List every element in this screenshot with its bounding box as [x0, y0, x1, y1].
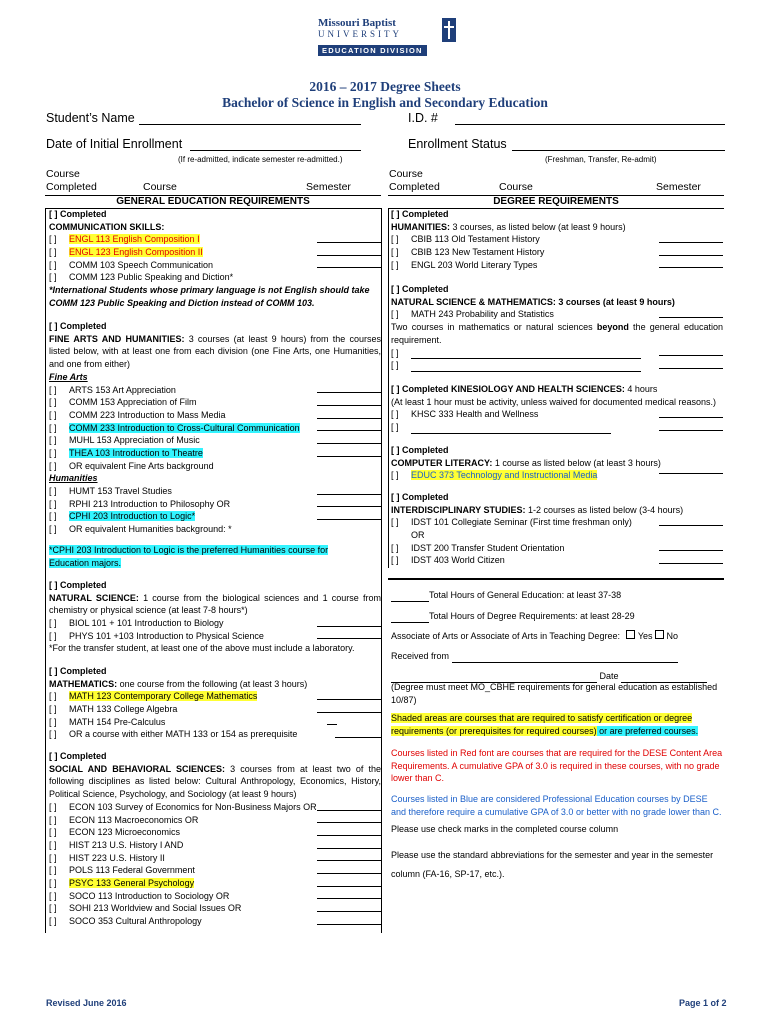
page-title: 2016 – 2017 Degree Sheets	[309, 79, 461, 94]
gen-ed-header: GENERAL EDUCATION REQUIREMENTS	[45, 195, 381, 209]
course-col-label-right: Course	[499, 181, 533, 193]
course-row[interactable]: [ ] POLS 113 Federal Government	[49, 864, 381, 877]
enrollment-status-label: Enrollment Status	[408, 137, 507, 151]
natural-science-section: [ ] Completed NATURAL SCIENCE: 1 course from the biological sciences and 1 course from chemistry or physical science (at least 7-8 hours*) [ ] BIOL 101 + 101 Introduction to Biology [ ] PHYS 101 +103 Introduction to Physical Science *For the transfer student, at least one of the above must include a laboratory.	[49, 580, 381, 654]
completed-checkbox[interactable]: [ ] Completed	[391, 284, 449, 294]
student-name-label: Student’s Name	[46, 111, 135, 125]
degree-humanities-section: [ ] Completed HUMANITIES: 3 courses, as listed below (at least 9 hours) [ ] CBIB 113 Old Testament History [ ] CBIB 123 New Testament History [ ] ENGL 203 World Literary Types	[391, 208, 723, 271]
semester-col-label: Semester	[306, 181, 351, 193]
fa-heading: FINE ARTS AND HUMANITIES: 3 courses (at least 9 hours) from the courses listed below, with at least one from each division (one Fine Arts, one Humanities, and one from either)	[49, 333, 381, 370]
totals-divider	[388, 578, 724, 580]
course-row[interactable]: [ ] SOCO 113 Introduction to Sociology OR	[49, 890, 381, 903]
revised-date: Revised June 2016	[46, 998, 127, 1008]
total-ge: Total Hours of General Education: at least 37-38	[391, 589, 723, 602]
course-row[interactable]: [ ] ECON 113 Macroeconomics OR	[49, 814, 381, 827]
course-row[interactable]: [ ] EDUC 373 Technology and Instructional Media	[391, 469, 723, 482]
degree-req-header: DEGREE REQUIREMENTS	[388, 195, 724, 209]
humanities-note: *CPHI 203 Introduction to Logic is the preferred Humanities course for Education majors.	[49, 545, 329, 568]
course-row[interactable]: [ ] PSYC 133 General Psychology	[49, 877, 381, 890]
comm-title: COMMUNICATION SKILLS:	[49, 221, 165, 232]
course-col-label: Course	[143, 181, 177, 193]
kin-note: (At least 1 hour must be activity, unless waived for documented medical reasons.)	[391, 396, 716, 407]
course-row[interactable]: [ ] CBIB 113 Old Testament History	[391, 233, 723, 246]
logo-line2: UNIVERSITY	[318, 29, 402, 39]
cross-icon	[440, 18, 458, 44]
completed-checkbox[interactable]: [ ] Completed	[391, 492, 449, 502]
center-divider	[381, 208, 382, 933]
course-label-right: Course	[389, 168, 423, 180]
course-row[interactable]: [ ] ECON 103 Survey of Economics for Non-Business Majors OR	[49, 801, 381, 814]
check-note: Please use check marks in the completed course column	[391, 824, 619, 834]
course-row[interactable]: [ ] COMM 123 Public Speaking and Diction*	[49, 272, 234, 283]
date-line: Date	[391, 670, 723, 683]
degree-ns-math-section: [ ] Completed NATURAL SCIENCE & MATHEMATICS: 3 courses (at least 9 hours) [ ] MATH 243 Probability and Statistics Two courses in mathematics or natural sciences beyond the general education requirement. [ ] [ ]	[391, 284, 723, 371]
blue-font-note: Courses listed in Blue are considered Professional Education courses by DESE and therefore require a cumulative GPA of 3.0 or better with no grade lower than C.	[391, 794, 722, 817]
received-from: Received from	[391, 650, 723, 663]
enrollment-status-field[interactable]	[512, 138, 725, 151]
course-row[interactable]: [ ] COMM 233 Introduction to Cross-Cultural Communication	[49, 422, 381, 435]
course-row[interactable]: [ ] THEA 103 Introduction to Theatre	[49, 447, 381, 460]
course-row[interactable]: [ ] IDST 101 Collegiate Seminar (First time freshman only)	[391, 516, 723, 529]
communication-section	[49, 208, 381, 310]
course-row[interactable]: [ ] IDST 200 Transfer Student Orientation	[391, 542, 723, 555]
course-row[interactable]: [ ] RPHI 213 Introduction to Philosophy OR	[49, 498, 381, 511]
kinesiology-section: [ ] Completed KINESIOLOGY AND HEALTH SCIENCES: 4 hours (At least 1 hour must be activity, unless waived for documented medical reasons.) [ ] KHSC 333 Health and Wellness [ ]	[391, 383, 723, 434]
course-row[interactable]: [ ] HIST 213 U.S. History I AND	[49, 839, 381, 852]
id-field[interactable]	[455, 112, 725, 125]
completed-checkbox[interactable]: [ ] Completed	[49, 209, 107, 219]
course-row[interactable]: [ ] ENGL 113 English Composition I	[49, 233, 381, 246]
red-font-note: Courses listed in Red font are courses that are required for the DESE Content Area Requirements. A cumulative GPA of 3.0 is required in these courses, with no grade lower than C.	[391, 748, 723, 784]
course-row[interactable]: [ ] SOCO 353 Cultural Anthropology	[49, 915, 381, 928]
abbr-note: Please use the standard abbreviations for the semester and year in the semester column (FA-16, SP-17, etc.).	[391, 850, 714, 879]
course-row[interactable]: [ ] ECON 123 Microeconomics	[49, 826, 381, 839]
right-border	[388, 208, 389, 568]
total-dr: Total Hours of Degree Requirements: at least 28-29	[391, 610, 723, 623]
course-row[interactable]: [ ] PHYS 101 +103 Introduction to Physical Science	[49, 630, 381, 643]
student-name-field[interactable]	[139, 112, 361, 125]
course-row[interactable]: [ ] OR equivalent Humanities background: *	[49, 524, 232, 535]
course-row[interactable]: [ ] MUHL 153 Appreciation of Music	[49, 434, 381, 447]
course-row[interactable]: [ ] BIOL 101 + 101 Introduction to Biology	[49, 617, 381, 630]
course-row[interactable]: [ ]	[391, 359, 723, 372]
course-row[interactable]: [ ] SOHI 213 Worldview and Social Issues OR	[49, 902, 381, 915]
completed-checkbox[interactable]: [ ] Completed	[49, 751, 107, 761]
course-row[interactable]: [ ] ENGL 203 World Literary Types	[391, 259, 723, 272]
course-row[interactable]: [ ] ENGL 123 English Composition II	[49, 246, 381, 259]
course-row[interactable]: [ ] COMM 103 Speech Communication	[49, 259, 381, 272]
logo-line3: EDUCATION DIVISION	[318, 45, 427, 56]
course-row[interactable]: [ ] OR a course with either MATH 133 or 154 as prerequisite	[49, 728, 381, 741]
course-row[interactable]: [ ] MATH 243 Probability and Statistics	[391, 308, 723, 321]
completed-checkbox[interactable]: [ ] Completed	[49, 580, 107, 590]
humanities-subhead: Humanities	[49, 473, 98, 484]
course-label: Course	[46, 168, 80, 180]
completed-label-right: Completed	[389, 181, 440, 193]
ns-title: NATURAL SCIENCE & MATHEMATICS: 3 courses (at least 9 hours)	[391, 296, 675, 307]
course-row[interactable]: [ ] COMM 153 Appreciation of Film	[49, 396, 381, 409]
course-row[interactable]: [ ] CBIB 123 New Testament History	[391, 246, 723, 259]
university-logo	[318, 18, 458, 60]
course-row[interactable]: [ ] ARTS 153 Art Appreciation	[49, 384, 381, 397]
completed-label: Completed	[46, 181, 97, 193]
status-note: (Freshman, Transfer, Re-admit)	[545, 155, 657, 164]
course-row[interactable]: [ ] MATH 133 College Algebra	[49, 703, 381, 716]
mocbhe-note: (Degree must meet MO_CBHE requirements for general education as established 10/87)	[391, 682, 718, 705]
left-border	[45, 208, 46, 933]
completed-checkbox[interactable]: [ ] Completed	[391, 445, 449, 455]
or-row: OR	[411, 530, 425, 541]
course-row[interactable]: [ ] OR equivalent Fine Arts background	[49, 460, 214, 471]
checkbox-icon[interactable]	[655, 630, 664, 639]
shaded-note: Shaded areas are courses that are required to satisfy certification or degree requirements (or prerequisites for required courses) or are preferred courses.	[391, 713, 699, 736]
social-science-section: [ ] Completed SOCIAL AND BEHAVIORAL SCIENCES: 3 courses from at least two of the following disciplines as listed below: Cultural Anthropology, Economics, History, Political Science, Psychology, and Sociology (at least 9 hours) [ ] ECON 103 Survey of Economics for Non-Business Majors OR [ ] ECON 113 Macroeconomics OR [ ] ECON 123 Microeconomics [ ] HIST 213 U.S. History I AND [ ] HIST 223 U.S. History II [ ] POLS 113 Federal Government [ ] PSYC 133 General Psychology [ ] SOCO 113 Introduction to Sociology OR [ ] SOHI 213 Worldview and Social Issues OR [ ] SOCO 353 Cultural Anthropology	[49, 751, 382, 926]
sci-note: *For the transfer student, at least one of the above must include a laboratory.	[49, 643, 355, 654]
completed-checkbox[interactable]: [ ] Completed	[391, 209, 449, 219]
associate-degree-line: Associate of Arts or Associate of Arts in Teaching Degree: Yes No	[391, 631, 679, 641]
page-number: Page 1 of 2	[679, 998, 727, 1008]
course-row[interactable]: [ ] KHSC 333 Health and Wellness	[391, 408, 723, 421]
readmit-note: (If re-admitted, indicate semester re-admitted.)	[178, 155, 343, 164]
course-row[interactable]: [ ] HUMT 153 Travel Studies	[49, 485, 381, 498]
initial-enrollment-field[interactable]	[190, 138, 361, 151]
checkbox-icon[interactable]	[626, 630, 635, 639]
interdisciplinary-section: [ ] Completed INTERDISCIPLINARY STUDIES: 1-2 courses as listed below (3-4 hours) [ ] IDST 101 Collegiate Seminar (First time freshman only) OR [ ] IDST 200 Transfer Student Orientation [ ] IDST 403 World Citizen	[391, 491, 723, 567]
initial-enrollment-label: Date of Initial Enrollment	[46, 137, 183, 151]
course-row[interactable]: [ ] COMM 223 Introduction to Mass Media	[49, 409, 381, 422]
fine-arts-subhead: Fine Arts	[49, 371, 88, 382]
completed-checkbox[interactable]: [ ] Completed	[49, 666, 107, 676]
course-row[interactable]: [ ]	[391, 421, 723, 434]
completed-checkbox[interactable]: [ ] Completed	[49, 321, 107, 331]
course-row[interactable]: [ ] HIST 223 U.S. History II	[49, 852, 381, 865]
course-row[interactable]: [ ] CPHI 203 Introduction to Logic*	[49, 510, 381, 523]
computer-literacy-section: [ ] Completed COMPUTER LITERACY: 1 course as listed below (at least 3 hours) [ ] EDUC 373 Technology and Instructional Media	[391, 444, 723, 482]
logo-line1: Missouri Baptist	[318, 17, 396, 29]
semester-col-label-right: Semester	[656, 181, 701, 193]
id-label: I.D. #	[408, 111, 438, 125]
course-row[interactable]: [ ] MATH 123 Contemporary College Mathematics	[49, 690, 381, 703]
mathematics-section: [ ] Completed MATHEMATICS: one course from the following (at least 3 hours) [ ] MATH 123 Contemporary College Mathematics [ ] MATH 133 College Algebra [ ] MATH 154 Pre-Calculus [ ] OR a course with either MATH 133 or 154 as prerequisite	[49, 665, 381, 741]
course-row[interactable]: [ ] IDST 403 World Citizen	[391, 554, 723, 567]
page-subtitle: Bachelor of Science in English and Secondary Education	[222, 95, 548, 110]
course-row[interactable]: [ ]	[391, 347, 723, 360]
course-row[interactable]: [ ] MATH 154 Pre-Calculus	[49, 716, 381, 729]
fine-arts-section	[49, 320, 381, 536]
comm-note: *International Students whose primary language is not English should take COMM 123 Public Speaking and Diction instead of COMM 103.	[49, 285, 370, 308]
